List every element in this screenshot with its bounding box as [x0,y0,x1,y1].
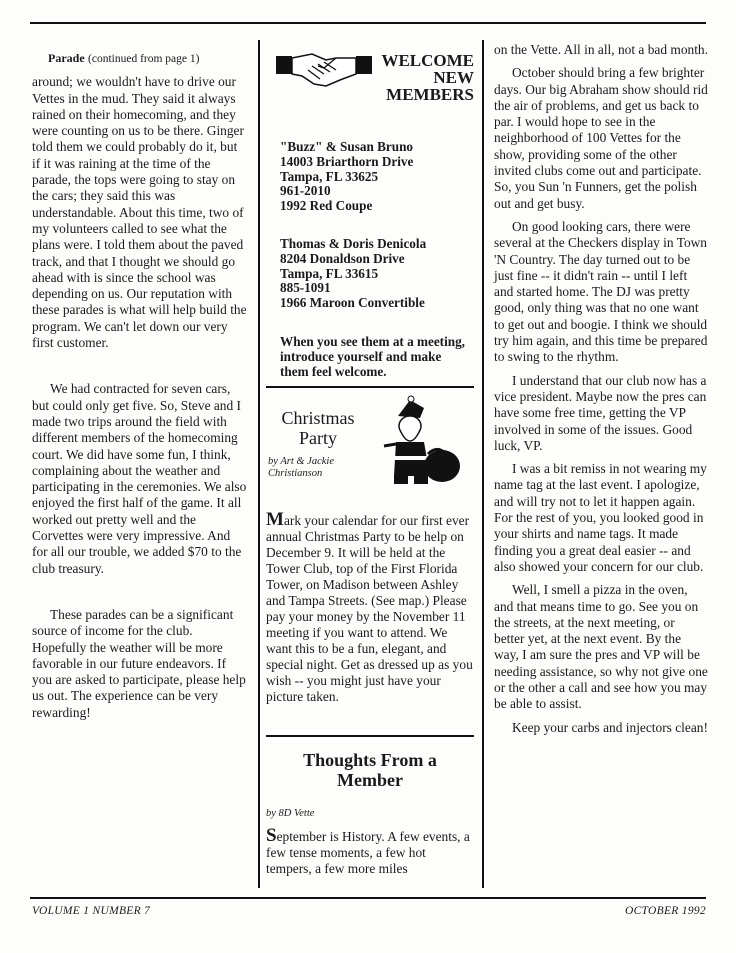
christmas-title-line-1: Christmas [281,408,355,428]
member-names: Thomas & Doris Denicola [280,236,427,251]
thoughts-paragraph-1: on the Vette. All in all, not a bad month. [494,42,708,57]
member-city: Tampa, FL 33625 [280,168,379,184]
member-entry-denicola [280,237,480,311]
footer-volume: VOLUME 1 NUMBER 7 [32,905,151,917]
bottom-rule [30,897,706,899]
member-phone: 885-1091 [280,280,331,296]
christmas-title-line-2: Party [299,428,337,448]
welcome-title-line-3: MEMBERS [386,85,474,104]
welcome-divider [266,386,474,388]
column-divider-right [482,40,484,888]
top-rule [30,22,706,24]
member-names: "Buzz" & Susan Bruno [280,139,413,154]
thoughts-paragraph-3: On good looking cars, there were several at the Checkers display in Town 'N Country. The day turned out to be just fine -- it didn't rain -- until I left and started home. The DJ was pretty good, only thing was that no one want to get out and boogie. I think we should try him again, and this time be prepared to swing to the rhythm. [494,218,708,365]
thoughts-title [266,750,474,790]
footer-date: OCTOBER 1992 [624,905,706,917]
member-city: Tampa, FL 33615 [280,265,379,281]
welcome-closing: When you see them at a meeting, introduce yourself and make them feel welcome. [280,334,465,379]
handshake-icon [274,46,374,94]
column-divider-left [258,40,260,888]
member-street: 8204 Donaldson Drive [280,250,405,266]
parade-paragraph-2: We had contracted for seven cars, but could only get five. So, Steve and I made two trips around the field with different members of the homecoming court. We did have some fun, I think, complaining about the weather and participating in the ceremonies. We also enjoyed the first half of the game. It all worked out pretty well and the Corvettes were very impressive. And for all our trouble, we added $70 to the club treasury. [32,381,247,576]
welcome-title-line-1: WELCOME [381,51,474,70]
column-thoughts-continued [494,42,708,736]
welcome-title-line-2: NEW [433,68,474,87]
member-phone: 961-2010 [280,183,331,199]
thoughts-paragraph-4: I understand that our club now has a vice president. Maybe now the pres can have some free time, getting the VP involved in some of the issues. Good luck, VP. [494,372,707,453]
thoughts-byline: by 8D Vette [266,808,315,819]
continued-note: (continued from page 1) [88,53,200,65]
thoughts-text: eptember is History. A few events, a few tense moments, a few hot tempers, a few more miles [266,829,470,876]
welcome-title [378,52,474,103]
thoughts-paragraph-6: Well, I smell a pizza in the oven, and that means time to go. See you on the streets, at the next meeting, or better yet, at the next event. By the way, I am sure the pres and VP will be needing assistance, so why not give one or the other a call and see how you may be able to assist. [494,582,708,712]
parade-paragraph-3: These parades can be a significant source of income for the club. Hopefully the weather will be more favorable in our future endeavors. If you are asked to participate, please help us out. The experience can be very rewarding! [32,606,246,720]
christmas-text: ark your calendar for our first ever annual Christmas Party to be help on December 9. It will be held at the Tower Club, top of the First Florida Tower, on Madison between Ashley and Tampa Streets. (See map.) Please pay your money by the November 11 meeting if you want to attend. We want this to be a fun, elegant, and special night. Get as dressed up as you wish -- you might just have your picture taken. [266,513,473,704]
thoughts-paragraph-2: October should bring a few brighter days. Our big Abraham show should rid the air of problems, and get us back to par. I would hope to see in the neighborhood of 100 Vettes for the show, providing some of the other invited clubs come out and participate. So, you Sun 'n Funners, get the polish out and get busy. [494,65,708,211]
thoughts-body [266,825,474,877]
thoughts-paragraph-5: I was a bit remiss in not wearing my name tag at the last event. I apologize, and will try not to let it happen again. For the rest of you, you looked good in your shirts and name tags. It made finding you a great deal easier -- and also showed your concern for our club. [494,461,707,574]
christmas-divider [266,735,474,737]
member-entry-bruno [280,140,480,214]
continued-heading: Parade [48,51,85,65]
christmas-byline: by Art & Jackie Christianson [268,456,334,479]
column-parade [32,50,248,721]
member-car: 1992 Red Coupe [280,198,373,214]
christmas-title [268,408,368,448]
thoughts-dropcap: S [266,825,277,846]
thoughts-title-line-1: Thoughts From a [303,750,437,770]
santa-icon [380,394,464,490]
parade-paragraph-1: around; we wouldn't have to drive our Vettes in the mud. They said it always rained on their homecoming, and they were counting on us to be there. Ginger told them we could probably do it, but if it was raining at the time of the parade, the tops were going to stay on the cars; they said this was understandable. About this time, two of my volunteers called to see what the plans were. I told them about the paved track, and that I thought we should go ahead with is since the school was depending on us. Our reputation with these parades is what will help build the program. We can't let down our very first customer. [32,74,247,351]
thoughts-title-line-2: Member [337,770,403,790]
christmas-dropcap: M [266,509,284,530]
christmas-body [266,509,474,705]
member-street: 14003 Briarthorn Drive [280,153,414,169]
thoughts-paragraph-7: Keep your carbs and injectors clean! [512,719,708,735]
member-car: 1966 Maroon Convertible [280,295,425,311]
